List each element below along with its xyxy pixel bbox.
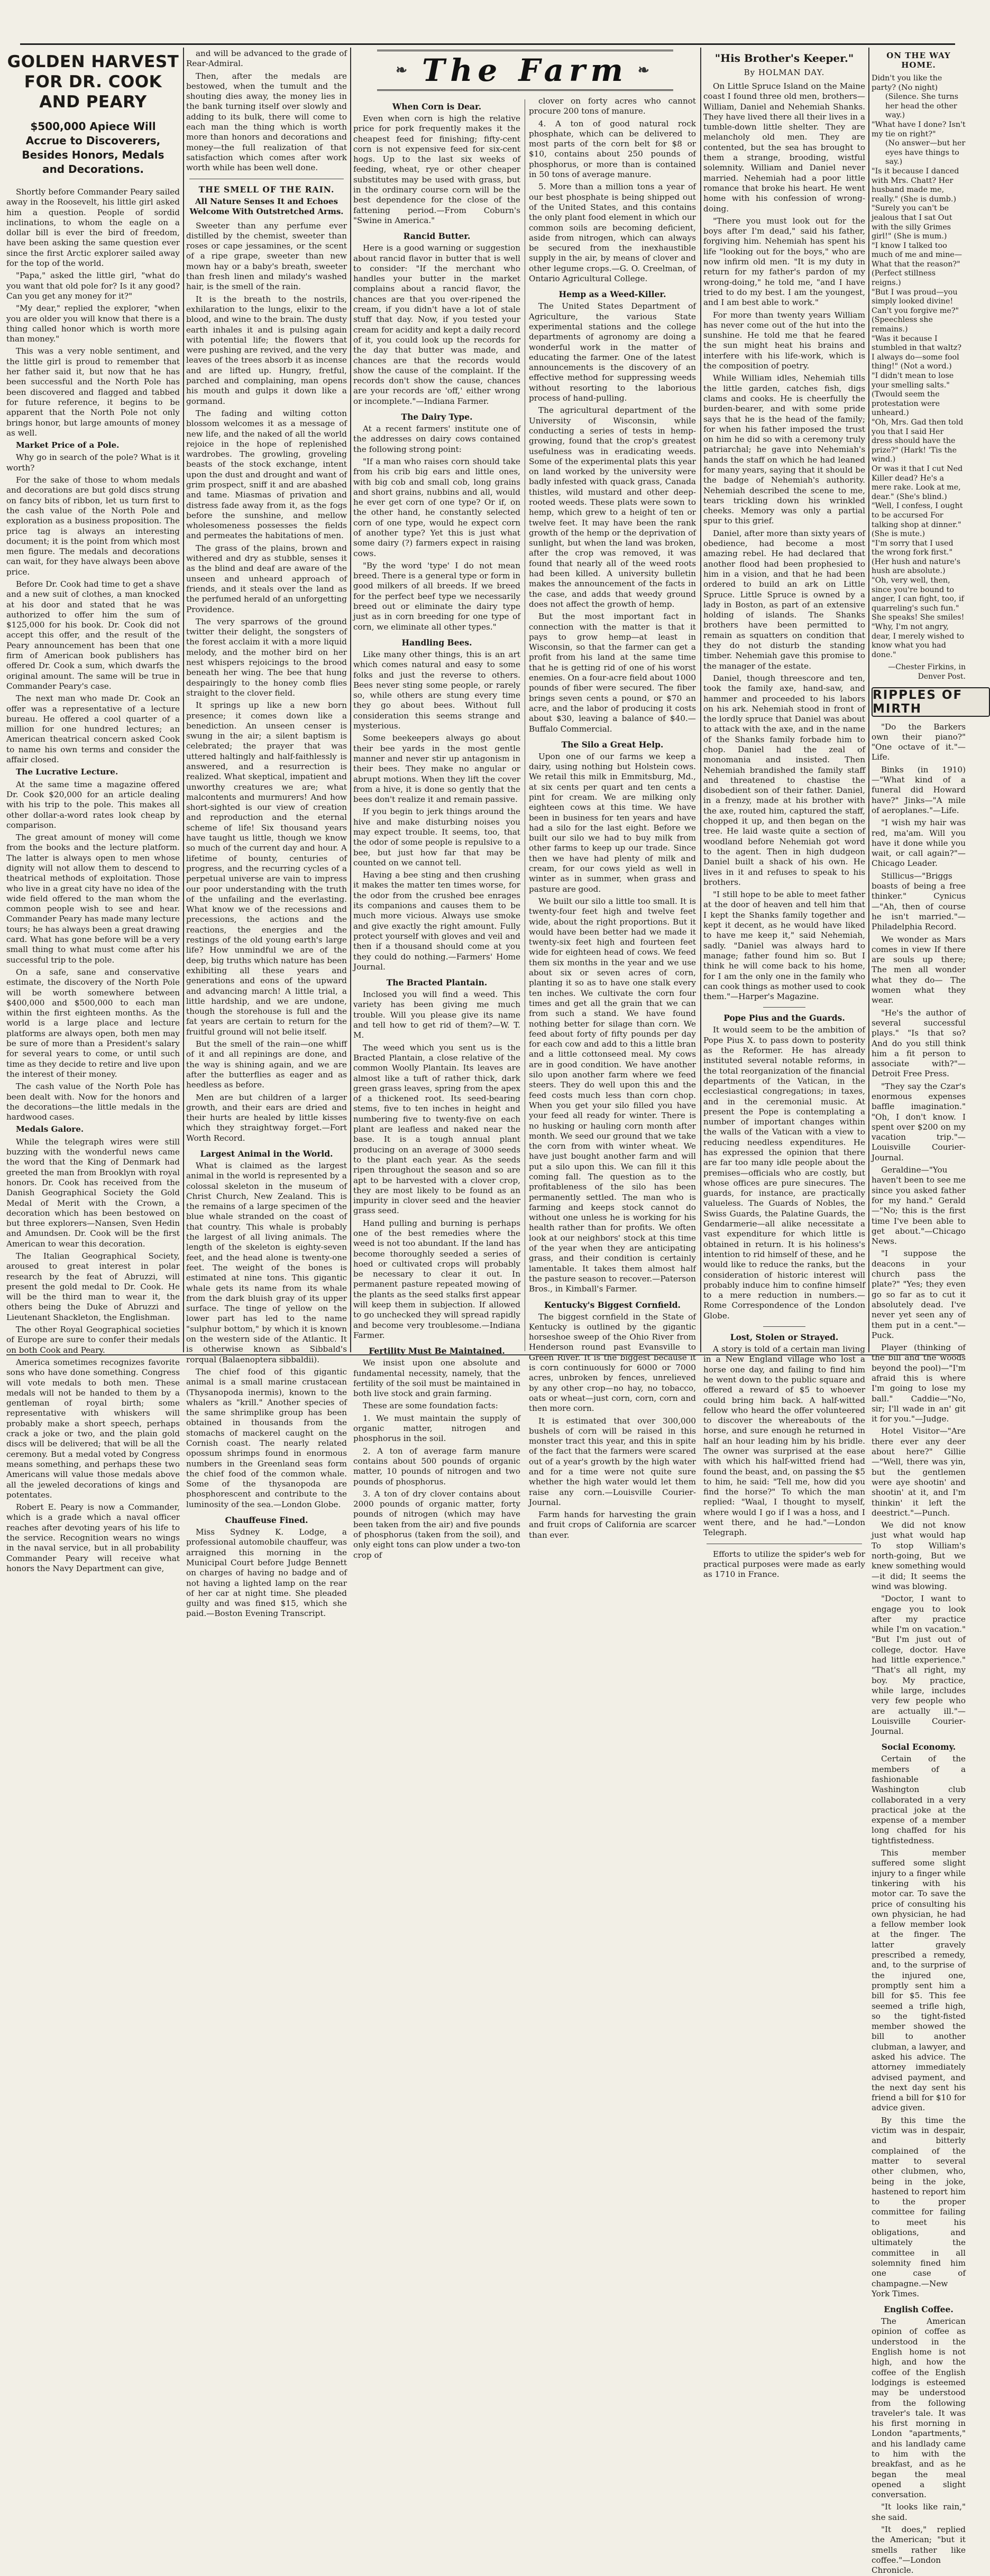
poem-line: "Oh, very well, then, since you're bound to anger, I can fight, too, if quarreling's such fun." She speaks! She smiles! "Why, I'm not angry, dear, I merely wished to know what you had done." <box>872 576 965 659</box>
paragraph: "It looks like rain," she said. <box>872 2502 966 2522</box>
poem-line: "I didn't mean to lose your smelling salts." (Twould seem the protestation were unheard.) <box>872 372 954 418</box>
ornament-icon: ❧ <box>637 62 655 78</box>
paragraph: The American opinion of coffee as understood in the English home is not high, and how the coffee of the English lodgings is esteemed may be understood from the following traveler's tale. It was his first morning in London "apartments," and his landlady came to him with the breakfast, and as he began the meal opened a slight conversation. <box>872 2316 966 2500</box>
poem-line: "Oh, Mrs. Gad then told you that I said Her dress should have the prize?" (Hark! 'Tis the wind.) <box>872 418 964 464</box>
paragraph: The cash value of the North Pole has been dealt with. Now for the honors and the decorations—the little medals in the hardwood cases. <box>6 1082 180 1122</box>
article-body <box>186 221 347 1143</box>
farm-article-headline: Rancid Butter. <box>403 231 471 242</box>
poem-line: (No answer—but her eyes have things to say.) <box>885 139 966 167</box>
poem-line: "I know I talked too much of me and mine— <box>872 241 962 260</box>
paragraph: It is estimated that over 300,000 bushels of corn will be raised in this monster tract this year, and this in spite of the fact that the farmers were scared out of a year's growth by the high water and for a time were not quite sure whether the high water would let them raise any corn.—Louisville Courier-Journal. <box>529 1416 696 1507</box>
paragraph: and will be advanced to the grade of Rear-Admiral. <box>186 49 347 69</box>
poem-line: "But I was proud—you simply looked divine! <box>872 288 958 306</box>
paragraph: For more than twenty years William has never come out of the hut into the sunshine. He told me that he feared the sun might heat his brains and interfere with his life-work, which is the composition of poetry. <box>703 310 865 371</box>
paragraph: Why go in search of the pole? What is it worth? <box>6 453 180 473</box>
poem-line: "Was it because I stumbled in that waltz? I always do—some fool thing!" (Not a word.) <box>872 334 962 371</box>
byline: By HOLMAN DAY. <box>744 68 825 77</box>
article-body <box>186 1161 347 1510</box>
paragraph: Sweeter than any perfume ever distilled by the chemist, sweeter than roses or cape jessamines, or the scent of a ripe grape, sweeter than new mown hay or a baby's breath, sweeter than fresh linen and milady's washed hair, is the smell of the rain. <box>186 220 347 292</box>
paragraph: While the telegraph wires were still buzzing with the wonderful news came the word that the King of Denmark had greeted the man from Brooklyn with royal honors. Dr. Cook has received from the Danish Geographical Society the Gold Medal of Merit with the Crown, a decoration which has been bestowed on but three explorers—Nansen, Sven Hedin and Amundsen. Dr. Cook will be the first American to wear this decoration. <box>6 1137 180 1249</box>
paragraph: This was a very noble sentiment, and the little girl is proud to remember that her father said it, but now that he has been successful and the North Pole has been discovered and flagged and tabbed for future reference, it begins to be apparent that the North Pole not only brings honor, but large amounts of money as well. <box>6 346 180 438</box>
headline-golden-harvest: GOLDEN HARVEST FOR DR. COOK AND PEARY <box>7 52 179 112</box>
paragraph: Player (thinking of the bill and the woods beyond the pool)—"I'm afraid this is where I'm going to lose my ball." Caddie—"No, sir; I'll wade in an' git it for you."—Judge. <box>872 1343 966 1424</box>
paragraph: "I wish my hair was red, ma'am. Will you have it done while you wait, or call again?"—Chicago Leader. <box>872 818 966 869</box>
farm-masthead <box>377 50 673 91</box>
article-body <box>186 49 347 173</box>
article-body <box>6 187 180 438</box>
paragraph: Certain of the members of a fashionable Washington club collaborated in a very practical joke at the expense of a member long chaffed for his tightfistedness. <box>872 1754 966 1845</box>
paragraph: Hotel Visitor—"Are there ever any deer about here?" Gillie—"Well, there was yin, but the gentlemen were aye shootin' and shootin' at it, and I'm thinkin' it left the deestrict."—Punch. <box>872 1426 966 1518</box>
article-body <box>6 453 180 765</box>
paragraph: It springs up like a new born presence; it comes down like a benediction. An unseen censer is swung in the air; a silent baptism is celebrated; the prayer that was uttered haltingly and half-faithlessly is answered, and a resurrection is realized. What skeptical, impatient and unworthy creatures we are; what malcontents and murmurers! And how short-sighted is our view of creation and reproduction and the eternal scheme of life! Six thousand years have taught us little, though we know so much of the current day and hour. A lifetime of bounty, centuries of progress, and the recurring cycles of a perpetual universe are vain to impress our poor understanding with the truth of the unfailing and the everlasting. What know we of the recessions and precessions, the actions and the reactions, the energies and the restings of the old young earth's large life? How unmindful we are of the deep, big truths which nature has been exhibiting all these years and generations and eons of the upward and advancing march! A little trial, a little hardship, and we are undone, though the storehouse is full and the fat years are certain to return for the fruitful ground will not belie itself. <box>186 700 347 1037</box>
column-rule <box>183 48 184 1352</box>
paragraph: Like many other things, this is an art which comes natural and easy to some folks and just the reverse to others. Bees never sting some people, or rarely so, while others are stung every time they go about bees. Without full consideration this seems strange and mysterious. <box>353 649 520 731</box>
paragraph: Binks (in 1910)—"What kind of a funeral did Howard have?" Jinks—"A mile of aeroplanes."—Life. <box>872 764 966 815</box>
paragraph: "I still hope to be able to meet father at the door of heaven and tell him that I kept the Shanks family together and kept it decent, as he would have liked to have me keep it," said Nehemiah, sadly. "Daniel was always hard to manage; father found him so. But I think he will come back to his home, for I am the only one in the family who can cook things as mother used to cook them."—Harper's Magazine. <box>703 890 865 1002</box>
paragraph: Here is a good warning or suggestion about rancid flavor in butter that is well to consider: "If the merchant who handles your butter in the market complains about a rancid flavor, the chances are that you over-ripened the cream, if you didn't have a lot of stale stuff that day. Now, if you tested your cream for acidity and kept a daily record of it, you could look up the records for the day that butter was made, and chances are that the records would show the cause of the complaint. If the records don't show the cause, chances are your records are 'off,' either wrong or incomplete."—Indiana Farmer. <box>353 243 520 406</box>
paragraph: "If a man who raises corn should take from his crib big ears and little ones, with big cob and small cob, long grains and short grains, nubbins and all, would he ever get corn of one type? Or if, on the other hand, he constantly selected corn of one type, would he expect corn of another type? Yet this is just what some dairy (?) farmers expect in raising cows. <box>353 456 520 558</box>
subhead-medals-galore: Medals Galore. <box>16 1124 84 1134</box>
paragraph: The next man who made Dr. Cook an offer was a representative of a lecture bureau. He offered a cool quarter of a million for one hundred lectures; an American theatrical concern asked Cook to name his own terms and consider the affair closed. <box>6 694 180 765</box>
paragraph: 4. A ton of good natural rock phosphate, which can be delivered to most parts of the corn belt for $8 or $10, contains about 250 pounds of phosphorus, or more than is contained in 50 tons of average manure. <box>529 118 696 180</box>
paragraph: Daniel, after more than sixty years of obedience, had become a most amazing rebel. He had declared that another flood had been prophesied to him in a vision, and that he had been ordered to build an ark on Little Spruce. Little Spruce is owned by a lady in Boston, as part of an extensive holding of islands. The Shanks brothers have been permitted to remain as squatters on condition that they do not disturb the standing timber. Nehemiah gave this promise to the manager of the estate. <box>703 528 865 671</box>
farm-article-headline: Kentucky's Biggest Cornfield. <box>544 1299 681 1310</box>
subhead-market-price: Market Price of a Pole. <box>16 440 120 450</box>
paragraph: At a recent farmers' institute one of the addresses on dairy cows contained the following strong point: <box>353 424 520 454</box>
farm-columns <box>353 96 697 1563</box>
paragraph: These are some foundation facts: <box>363 1401 498 1411</box>
paragraph: Miss Sydney K. Lodge, a professional automobile chauffeur, was arraigned this morning in the Municipal Court before Judge Bennett on charges of having no badge and of not having a lighted lamp on the rear of her car at night time. She pleaded guilty and was fined $15, which she paid.—Boston Evening Transcript. <box>186 1527 347 1619</box>
paragraph: The great amount of money will come from the books and the lecture platform. The latter is always open to men whose dignity will not allow them to descend to theatrical methods of exploitation. Those who live in a great city have no idea of the wide field offered to the man whom the common people wish to see and hear. Commander Peary has made many lecture tours; he has always been a great drawing card. What has gone before will be a very small thing to what must come after his successful trip to the pole. <box>6 833 180 965</box>
bottom-rule <box>6 1354 965 1355</box>
paragraph: "Doctor, I want to engage you to look after my practice while I'm on vacation." "But I'm just out of college, doctor. Have had little experience." "That's all right, my boy. My practice, while large, includes very few people who are actually ill."—Louisville Courier-Journal. <box>872 1594 966 1737</box>
paragraph: The fading and wilting cotton blossom welcomes it as a message of new life, and the naked of all the world rejoice in the hope of replenished wardrobes. The growling, groveling beasts of the stock exchange, intent upon the dust and drought and want of grim prospect, sniff it and are abashed and tame. Miasmas of privation and distress fade away from it, as the fogs before the sunshine, and mellow wholesomeness possesses the fields and permeates the habitations of men. <box>186 408 347 541</box>
paragraph: On a safe, sane and conservative estimate, the discovery of the North Pole will be worth somewhere between $400,000 and $500,000 to each man within the first eighteen months. As the world is a large place and lecture platforms are always open, both men may be sure of more than a President's salary for several years to come, or until such time as they decide to retire and live upon the interest of their money. <box>6 967 180 1079</box>
paragraph: 2. A ton of average farm manure contains about 500 pounds of organic matter, 10 pounds of nitrogen and two pounds of phosphorus. <box>353 1446 520 1486</box>
headline-lost-stolen: Lost, Stolen or Strayed. <box>730 1332 839 1343</box>
column-rule <box>350 48 351 1352</box>
paragraph: The other Royal Geographical societies of Europe are sure to confer their medals on both Cook and Peary. <box>6 1325 180 1355</box>
poem-line: Can't you forgive me?" (Speechless she remains.) <box>872 306 959 334</box>
paragraph: The weed which you sent us is the Bracted Plantain, a close relative of the common Woolly Plantain. Its leaves are almost like a tuft of rather thick, dark green grass leaves, spring from the apex of a thickened root. Its seed-bearing stems, five to ten inches in height and numbering five to twenty-five on each plant are leafless and naked near the base. It is a tough annual plant producing on an average of 3000 seeds to the plant each year. As the seeds ripen throughout the season and so are apt to be harvested with a clover crop, they are most likely to be found as an impurity in clover seed and the heavier grass seed. <box>353 1042 520 1216</box>
farm-column-right <box>529 96 696 1563</box>
farm-article-headline: When Corn is Dear. <box>392 101 482 112</box>
poem-line: "What have I done? Isn't my tie on right?" <box>872 120 966 139</box>
paragraph: The grass of the plains, brown and withered and dry as stubble, senses it as the blind and deaf are aware of the unseen and unheard approach of friends, and it steals over the land as the perfumed herald of an unforgetting Providence. <box>186 543 347 614</box>
headline-chauffeuse-fined: Chauffeuse Fined. <box>225 1515 308 1526</box>
column-smell-of-rain <box>186 49 347 1619</box>
headline-brothers-keeper: "His Brother's Keeper." <box>714 52 854 64</box>
headline-social-economy: Social Economy. <box>881 1742 956 1752</box>
paragraph: "They say the Czar's enormous expenses baffle imagination." "Oh, I don't know. I spent over $200 on my vacation trip."—Louisville Courier-Journal. <box>872 1081 966 1162</box>
poem-signature: —Chester Firkins, in Denver Post. <box>888 663 966 681</box>
article-body <box>186 1527 347 1619</box>
paragraph: We insist upon one absolute and fundamental necessity, namely, that the fertility of the soil must be maintained in both live stock and grain farming. <box>353 1358 520 1399</box>
paragraph: 5. More than a million tons a year of our best phosphate is being shipped out of the United States, and this contains the only plant food element in which our common soils are becoming deficient, aside from nitrogen, which can always be secured from the inexhaustible supply in the air, by means of clover and other legume crops.—G. O. Creelman, of Ontario Agricultural College. <box>529 182 696 284</box>
farm-article-headline: The Dairy Type. <box>401 412 473 422</box>
paragraph: "I suppose the deacons in your church pass the plate?" "Yes; they even go so far as to cut it absolutely dead. I've never yet seen any of them put in a cent."—Puck. <box>872 1249 966 1340</box>
paragraph: 1. We must maintain the supply of organic matter, nitrogen and phosphorus in the soil. <box>353 1413 520 1444</box>
column-rule <box>868 48 869 1352</box>
farm-section <box>353 49 697 1560</box>
column-golden-harvest <box>6 49 180 1573</box>
paragraph: While William idles, Nehemiah tills the little garden, catches fish, digs clams and cooks. He is cheerfully the burden-bearer, and with some pride says that he is the head of the family; for when his father imposed the trust on him he did so with a ceremony truly patriarchal; he gave into Nehemiah's hands the staff on which he had leaned for many years, saying that it should be the badge of Nehemiah's authority. Nehemiah described the scene to me, tears trickling down his wrinkled cheeks. Memory was only a partial spur to this grief. <box>703 373 865 526</box>
paragraph: What is claimed as the largest animal in the world is represented by a colossal skeleton in the museum of Christ Church, New Zealand. This is the remains of a large specimen of the blue whale stranded on the coast of that country. This whale is probably the largest of all living animals. The length of the skeleton is eighty-seven feet, and the head alone is twenty-one feet. The weight of the bones is estimated at nine tons. This gigantic whale gets its name from its whale from the dark bluish gray of its upper surface. The tinge of yellow on the lower part has led to the name "sulphur bottom," by which it is known on the western side of the Atlantic. It is otherwise known as Sibbald's rorqual (Balaenoptera sibbaldii). <box>186 1160 347 1364</box>
paragraph: If you begin to jerk things around the hive and make disturbing noises you may expect trouble. It seems, too, that the odor of some people is repulsive to a bee, but just how far that may be counted on we cannot tell. <box>353 807 520 867</box>
paragraph: "Do the Barkers own their piano?" "One octave of it."—Life. <box>872 722 966 762</box>
paragraph: America sometimes recognizes favorite sons who have done something. Congress will vote medals to both men. These medals will not be handed to them by a gentleman of royal birth; some representative with whiskers will probably make a short speech, perhaps crack a joke or two, and the plain gold discs will be delivered; that will be all the ceremony. But a medal voted by Congress means something, and perhaps these two Americans will value those medals above all the jeweled decorations of kings and potentates. <box>6 1357 180 1500</box>
poem-line: What that the reason?" (Perfect stillness reigns.) <box>872 260 960 288</box>
farm-masthead-title: The Farm <box>422 52 628 88</box>
paragraph: "It does," replied the American; "but it smells rather like coffee."—London Chronicle. <box>872 2525 966 2575</box>
paragraph: The very sparrows of the ground twitter their delight, the songsters of the forest acclaim it with a more liquid melody, and the mother bird on her nest whispers rejoicings to the brood beneath her wing. The bee that hung despairingly to the honey comb flies straight to the clover field. <box>186 616 347 698</box>
paragraph: It would seem to be the ambition of Pope Pius X. to pass down to posterity as the Reformer. He has already instituted several notable reforms, in the total reorganization of the financial departments of the Vatican, in the ecclesiastical congregations; in taxes, and in the ceremonial music. At present the Pope is contemplating a number of important changes within the walls of the Vatican with a view to reducing needless expenditures. He has expressed the opinion that there are far too many idle people about the premises—officials who are costly, but whose offices are pure sinecures. The guards, for instance, are practically valueless. The Guards of Nobles, the Swiss Guards, the Palatine Guards, the Gendarmerie—all alike necessitate a vast expenditure for which little is obtained in return. It is his holiness's intention to rid himself of these, and he would like to reduce the ranks, but the consideration of historic interest will probably induce him to confine himself to a mere reduction in numbers.—Rome Correspondence of the London Globe. <box>703 1025 865 1321</box>
poem-line: "Surely you can't be jealous that I sat Out with the silly Grimes girl!" (She is mum.) <box>872 204 952 241</box>
paragraph: For the sake of those to whom medals and decorations are but gold discs strung on fancy bits of ribbon, let us turn first to the cash value of the North Pole and exploration as a business proposition. The price tag is always an interesting document; it is the point from which most men figure. The medals and decorations can wait, for they have always been above price. <box>6 475 180 577</box>
ripples-of-mirth-banner <box>872 687 990 717</box>
paragraph: At the same time a magazine offered Dr. Cook $20,000 for an article dealing with his trip to the pole. This makes all other dollar-a-word rates look cheap by comparison. <box>6 779 180 830</box>
paragraph: On Little Spruce Island on the Maine coast I found three old men, brothers—William, Daniel and Nehemiah Shanks. They have lived there all their lives in a tumble-down little shelter. They are melancholy old men. They are contented, but the sea has brought to them a strange, brooding, wistful solemnity. William and Daniel never married. Nehemiah had a poor little romance that broke his heart. He went home with his confession of wrong-doing. <box>703 81 865 214</box>
poem-title: ON THE WAY HOME. <box>886 51 951 70</box>
paragraph: "My dear," replied the explorer, "when you are older you will know that there is a thing called honor which is worth more than money." <box>6 303 180 344</box>
farm-article-headline: Hemp as a Weed-Killer. <box>558 289 666 300</box>
paragraph: Some beekeepers always go about their bee yards in the most gentle manner and never stir up antagonism in their bees. They make no angular or abrupt motions. When they lift the cover from a hive, it is done so gently that the bees don't realize it and remain passive. <box>353 733 520 805</box>
poem-line: "I'm sorry that I used the wrong fork first." (Her hush and nature's hush are absolute.) <box>872 539 961 576</box>
paragraph: Shortly before Commander Peary sailed away in the Roosevelt, his little girl asked him a question. People of sordid inclinations, to whom the eagle on a dollar bill is ever the bird of freedom, have been asking the same question ever since the first Arctic explorer sailed away for the top of the world. <box>6 187 180 269</box>
ripples-of-mirth-title: RIPPLES OF MIRTH <box>873 688 963 716</box>
paragraph: Daniel, though threescore and ten, took the family axe, hand-saw, and hammer and proceeded to his labors on his ark. Nehemiah stood in front of the lordly spruce that Daniel was about to attack with the axe, and in the name of the Shanks family forbade him to chop. Daniel had the zeal of monomania and insisted. Then Nehemiah brandished the family staff and threatened to chastise the disobedient son of their father. Daniel, in a frenzy, made at his brother with the axe, routed him, captured the staff, chopped it up, and then began on the tree. He laid waste quite a section of woodland before Nehemiah got word to the agent. Then in high dudgeon Daniel built a shack of his own. He lives in it and refuses to speak to his brothers. <box>703 673 865 887</box>
joke-list <box>872 722 966 1737</box>
paragraph: "By the word 'type' I do not mean breed. There is a general type or form in good milkers of all breeds. If we breed for the perfect beef type we necessarily breed out or eliminate the dairy type just as in corn breeding for one type of corn, we eliminate all other types." <box>353 560 520 632</box>
paragraph: Even when corn is high the relative price for pork frequently makes it the cheapest feed for finishing; fifty-cent corn is not expensive feed for six-cent hogs. Up to the last six weeks of feeding, wheat, rye or other cheaper substitutes may be used with grass, but in the ordinary course corn will be the best dependence for the close of the fattening period.—From Coburn's "Swine in America." <box>353 114 520 225</box>
top-rule <box>20 43 955 45</box>
poem-line: Or was it that I cut Ned Killer dead? He's a mere rake. Look at me, dear." (She's blind.) <box>872 464 963 501</box>
paragraph: The agricultural department of the University of Wisconsin, while conducting a series of tests in hemp-growing, found that the crop's greatest usefulness was in eradicating weeds. Some of the experimental plats this year on land worked by the university were badly infested with quack grass, Canada thistles, wild mustard and other deep-rooted weeds. These plats were sown to hemp, which grew to a height of ten or twelve feet. It may have been the rank growth of the hemp or the deprivation of sunlight, but when the land was broken, after the crop was removed, it was found that nearly all of the weed roots had been killed. A university bulletin makes the announcement of the facts in the case, and adds that weedy ground does not affect the growth of hemp. <box>529 405 696 609</box>
article-body <box>703 1025 865 1321</box>
paragraph: Then, after the medals are bestowed, when the tumult and the shouting dies away, the money lies in the bank turning itself over slowly and adding to its bulk, there will come to each man the thing which is worth more than honors and decorations and money—the full realization of that satisfaction which comes after work worth while has been well done. <box>186 71 347 173</box>
paragraph: Stillicus—"Briggs boasts of being a free thinker." Cynicus—"Ah, then of course he isn't married."—Philadelphia Record. <box>872 871 966 932</box>
article-body <box>872 1754 966 2299</box>
article-body <box>703 81 865 1002</box>
paragraph: Upon one of our farms we keep a dairy, using nothing but Holstein cows. We retail this milk in Emmitsburg, Md., at six cents per quart and ten cents a pint for cream. We are milking only eighteen cows at this time. We have been in business for ten years and have had a silo for the last eight. Before we built our silo we had to buy milk from other farms to keep up our trade. Since then we have had plenty of milk and cream, for our cows yield as well in winter as in summer, when grass and pasture are good. <box>529 751 696 894</box>
article-body <box>872 2316 966 2575</box>
paragraph: It is the breath to the nostrils, exhilaration to the lungs, elixir to the blood, and wine to the brain. The dusty earth inhales it and is pulsing again with potential life; the flowers that were pushing are revived, and the very leaves of the trees absorb it as incense and are lifted up. Hungry, fretful, parched and complaining, man opens his mouth and gulps it down like a gormand. <box>186 294 347 406</box>
paragraph: We did not know just what would hap To stop William's north-going, But we knew something would—it did; It seems the wind was blowing. <box>872 1520 966 1591</box>
headline-english-coffee: English Coffee. <box>884 2304 954 2315</box>
section-divider <box>763 1326 805 1327</box>
deck-smell-of-rain: All Nature Senses It and Echoes Welcome With Outstretched Arms. <box>189 196 344 216</box>
ornament-icon: ❧ <box>396 62 413 78</box>
paragraph: We wonder as Mars comes in view If there are souls up there; The men all wonder what they do— The women what they wear. <box>872 934 966 1005</box>
paragraph: The United States Department of Agriculture, the various State experimental stations and the college departments of agronomy are doing a wonderful work in the matter of educating the farmer. One of the latest announcements is the discovery of an effective method for suppressing weeds without resorting to the laborious process of hand-pulling. <box>529 301 696 403</box>
article-body <box>6 780 180 1123</box>
paragraph: Inclosed you will find a weed. This variety has been giving me much trouble. Will you please give its name and tell how to get rid of them?—W. T. M. <box>353 990 520 1040</box>
paragraph: "There you must look out for the boys after I'm dead," said his father, forgiving him. Nehemiah has spent his life "looking out for the boys," who are now infirm old men. "It is my duty in return for my father's pardon of my wrong-doing," he told me, "and I have tried to do my best. I am the youngest, and I am best able to work." <box>703 216 865 308</box>
paragraph: We built our silo a little too small. It is twenty-four feet high and twelve feet wide, about the right proportions. But it would have been better had we made it twenty-six feet high and fourteen feet wide for eighteen head of cows. We feed them six months in the year and we use about six or seven acres of corn, planting it so as to have one stalk every ten inches. We cultivate the corn four times and get all the grain that we can from such a stand. We have found nothing better for silage than corn. We feed about forty of fifty pounds per day for each cow and add to this a little bran and a little cottonseed meal. My cows are in good condition. We have another silo upon another farm where we feed steers. They do well upon this and the feed costs much less than corn chop. When you get your silo filled you have your feed all ready for winter. There is no husking or hauling corn month after month. We seed our ground that we take the corn from with winter wheat. We have just bought another farm and will put a silo upon this. We can fill it this coming fall. The question as to the profitableness of the silo has been permanently settled. The man who is farming and keeps stock cannot do without one unless he is working for his health rather than for profits. We often look at our neighbors' stock at this time of the year when they are anticipating grass, and their condition is certainly lamentable. It takes them almost half the pasture season to recover.—Paterson Bros., in Kimball's Farmer. <box>529 896 696 1294</box>
paragraph: clover on forty acres who cannot procure 200 tons of manure. <box>529 96 696 116</box>
column-mirth <box>872 49 966 2575</box>
paragraph: Having a bee sting and then crushing it makes the matter ten times worse, for the odor from the crushed bee enrages its companions and causes them to be much more vicious. Always use smoke and give exactly the right amount. Fully protect yourself with gloves and veil and then if a thousand should come at you they could do nothing.—Farmers' Home Journal. <box>353 870 520 972</box>
headline-smell-of-rain: THE SMELL OF THE RAIN. <box>198 184 335 195</box>
paragraph: A story is told of a certain man living in a New England village who lost a horse one day, and failing to find him he went down to the public square and offered a reward of $5 to whoever could bring him back. A half-witted fellow who heard the offer volunteered to discover the whereabouts of the horse, and sure enough he returned in half an hour leading him by his bridle. The owner was surprised at the ease with which his half-witted friend had found the beast, and, on passing the $5 to him, he said: "Tell me, how did you find the horse?" To which the man replied: "Waal, I thought to myself, where would I go if I was a hoss, and I went there, and he had."—London Telegraph. <box>703 1344 865 1538</box>
poem-line: "Is it because I danced with Mrs. Chatt? Her husband made me, really." (She is dumb.) <box>872 167 959 204</box>
poem-body <box>872 74 966 660</box>
paragraph: But the most important fact in connection with the matter is that it pays to grow hemp—at least in Wisconsin, so that the farmer can get a profit from his land at the same time that he is getting rid of one of his worst enemies. On a four-acre field about 1000 pounds of fiber were secured. The fiber brings seven cents a pound, or $70 an acre, and the labor of producing it costs about $30, leaving a balance of $40.—Buffalo Commercial. <box>529 612 696 734</box>
paragraph: Farm hands for harvesting the grain and fruit crops of California are scarcer than ever. <box>529 1510 696 1540</box>
paragraph: "Papa," asked the little girl, "what do you want that old pole for? Is it any good? Can you get any money for it?" <box>6 271 180 301</box>
column-brothers-keeper <box>703 49 865 1580</box>
paragraph: Before Dr. Cook had time to get a shave and a new suit of clothes, a man knocked at his door and stated that he was authorized to offer him the sum of $125,000 for his book. Dr. Cook did not accept this offer, and the result of the Peary announcement has been that one firm of American book publishers has offered Dr. Cook a sum, which dwarfs the original amount. The same will be true in Commander Peary's case. <box>6 579 180 691</box>
section-divider <box>763 1007 805 1008</box>
poem-line: "Well, I confess, I ought to be accursed For talking shop at dinner." (She is mute.) <box>872 502 963 539</box>
paragraph: 3. A ton of dry clover contains about 2000 pounds of organic matter, forty pounds of nitrogen (which may have been taken from the air) and five pounds of phosphorus (taken from the soil), and only eight tons can plow under a two-ton crop of <box>353 1489 520 1560</box>
paragraph: By this time the victim was in despair, and bitterly complained of the matter to several other clubmen, who, being in the joke, hastened to report him to the proper committee for failing to meet his obligations, and ultimately the committee in all solemnity fined him one case of champagne.—New York Times. <box>872 2115 966 2298</box>
farm-article-headline: Fertility Must Be Maintained. <box>369 1346 505 1356</box>
paragraph: The biggest cornfield in the State of Kentucky is outlined by the gigantic horseshoe sweep of the Ohio River from Henderson round past Evansville to Green River. It is the biggest because it is corn continuously for 6000 or 7000 acres, unbroken by fences, unrelieved by any other crop—no hay, no tobacco, oats or wheat—just corn, corn, corn and then more corn. <box>529 1312 696 1414</box>
poem-line: Didn't you like the party? (No night) <box>872 74 942 92</box>
subhead-lucrative-lecture: The Lucrative Lecture. <box>16 767 118 777</box>
paragraph: The chief food of this gigantic animal is a small marine crustacean (Thysanopoda inermis), known to the whalers as "krill." Another species of the same shrimplike group has been obtained in thousands from the stomachs of mackerel caught on the Cornish coast. The nearly related opossum shrimps found in enormous numbers in the Greenland seas form the chief food of the common whale. Some of the thysanopoda are phosphorescent and contribute to the luminosity of the sea.—London Globe. <box>186 1367 347 1509</box>
deck-golden-harvest: $500,000 Apiece Will Accrue to Discoverers, Besides Honors, Medals and Decorations. <box>22 120 164 176</box>
paragraph: Robert E. Peary is now a Commander, which is a grade which a naval officer reaches after devoting years of his life to the service. Recognition wears no wings in the naval service, but in all probability Commander Peary will receive what honors the Navy Department can give, <box>6 1502 180 1573</box>
paragraph: Geraldine—"You haven't been to see me since you asked father for my hand." Gerald—"No; this is the first time I've been able to get about."—Chicago News. <box>872 1165 966 1247</box>
headline-pope-pius: Pope Pius and the Guards. <box>723 1013 845 1023</box>
filler-spider-web: Efforts to utilize the spider's web for practical purposes were made as early as 1710 in France. <box>703 1549 865 1580</box>
farm-column-left <box>353 96 520 1563</box>
headline-largest-animal: Largest Animal in the World. <box>200 1148 333 1159</box>
paragraph: "He's the author of several successful plays." "Is that so? And do you still think him a fit person to associate with?"—Detroit Free Press. <box>872 1008 966 1079</box>
farm-article-headline: Handling Bees. <box>401 637 472 648</box>
farm-article-headline: The Bracted Plantain. <box>386 977 488 988</box>
paragraph: But the smell of the rain—one whiff of it and all repinings are done, and the way is shining again, and we are after the butterflies as eager and as heedless as before. <box>186 1039 347 1090</box>
paragraph: Men are but children of a larger growth, and their ears are dried and their hurts are healed by little kisses which they straightway forget.—Fort Worth Record. <box>186 1092 347 1143</box>
paragraph: The Italian Geographical Society, aroused to great interest in polar research by the feat of Abruzzi, will present the gold medal to Dr. Cook. He will be the third man to wear it, the others being the Duke of Abruzzi and Lieutenant Shackleton, the Englishman. <box>6 1251 180 1322</box>
paragraph: Hand pulling and burning is perhaps one of the best remedies where the weed is not too abundant. If the land has become thoroughly seeded a series of hoed or cultivated crops will probably be necessary to clear it out. In permanent pasture repeated mowing of the plants as the seed stalks first appear will keep them in subjection. If allowed to go unchecked they will spread rapidly and become very troublesome.—Indiana Farmer. <box>353 1218 520 1340</box>
farm-article-headline: The Silo a Great Help. <box>561 739 664 750</box>
column-rule <box>700 48 701 1352</box>
poem-line: (Silence. She turns her head the other way.) <box>885 93 959 120</box>
article-body <box>703 1344 865 1538</box>
paragraph: This member suffered some slight injury to a finger while tinkering with his motor car. To save the price of consulting his own physician, he had a fellow member look at the finger. The latter gravely prescribed a remedy, and, to the surprise of the injured one, promptly sent him a bill for $5. This fee seemed a trifle high, so the tight-fisted member showed the bill to another clubman, a lawyer, and asked his advice. The attorney immediately advised payment, and the next day sent his friend a bill for $10 for advice given. <box>872 1848 966 2113</box>
